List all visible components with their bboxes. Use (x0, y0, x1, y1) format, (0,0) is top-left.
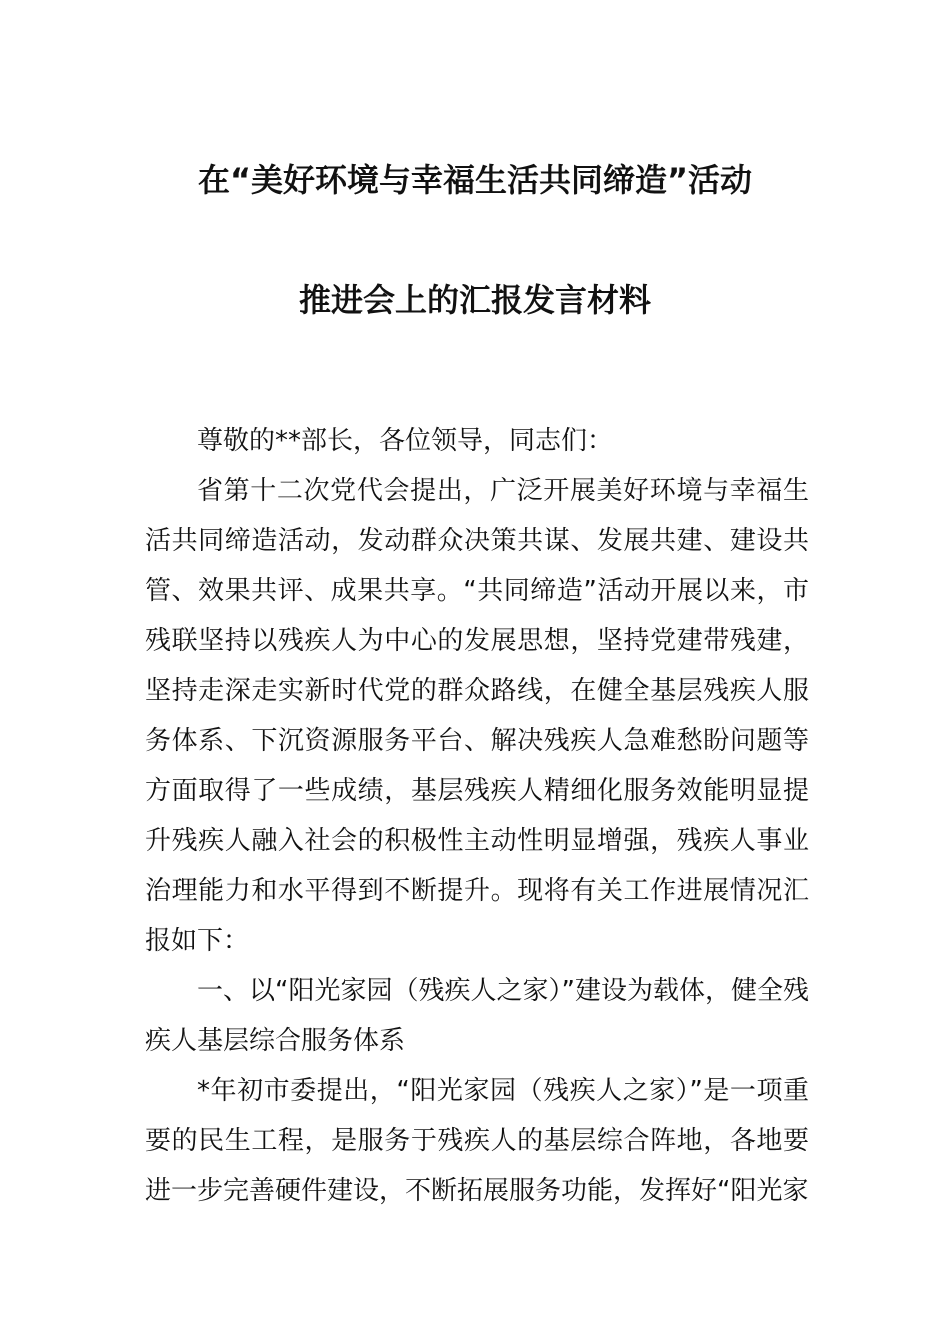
intro-paragraph: 省第十二次党代会提出，广泛开展美好环境与幸福生活共同缔造活动，发动群众决策共谋、发展共建、建设共管、效果共评、成果共享。“共同缔造”活动开展以来，市残联坚持以残疾人为中心的发展思想，坚持党建带残建，坚持走深走实新时代党的群众路线，在健全基层残疾人服务体系、下沉资源服务平台、解决残疾人急难愁盼问题等方面取得了一些成绩，基层残疾人精细化服务效能明显提升残疾人融入社会的积极性主动性明显增强，残疾人事业治理能力和水平得到不断提升。现将有关工作进展情况汇报如下： (145, 476, 809, 956)
document-title-line-1: 在“美好环境与幸福生活共同缔造”活动 (197, 161, 753, 199)
section-paragraph-1: *年初市委提出，“阳光家园（残疾人之家）”是一项重要的民生工程，是服务于残疾人的基层综合阵地，各地要进一步完善硬件建设，不断拓展服务功能，发挥好“阳光家 (145, 1076, 809, 1206)
salutation-paragraph: 尊敬的**部长，各位领导，同志们： (197, 426, 614, 456)
section-heading-1: 一、以“阳光家园（残疾人之家）”建设为载体，健全残疾人基层综合服务体系 (145, 976, 809, 1056)
document-body (145, 416, 809, 1216)
document-title-line-2: 推进会上的汇报发言材料 (298, 281, 651, 319)
